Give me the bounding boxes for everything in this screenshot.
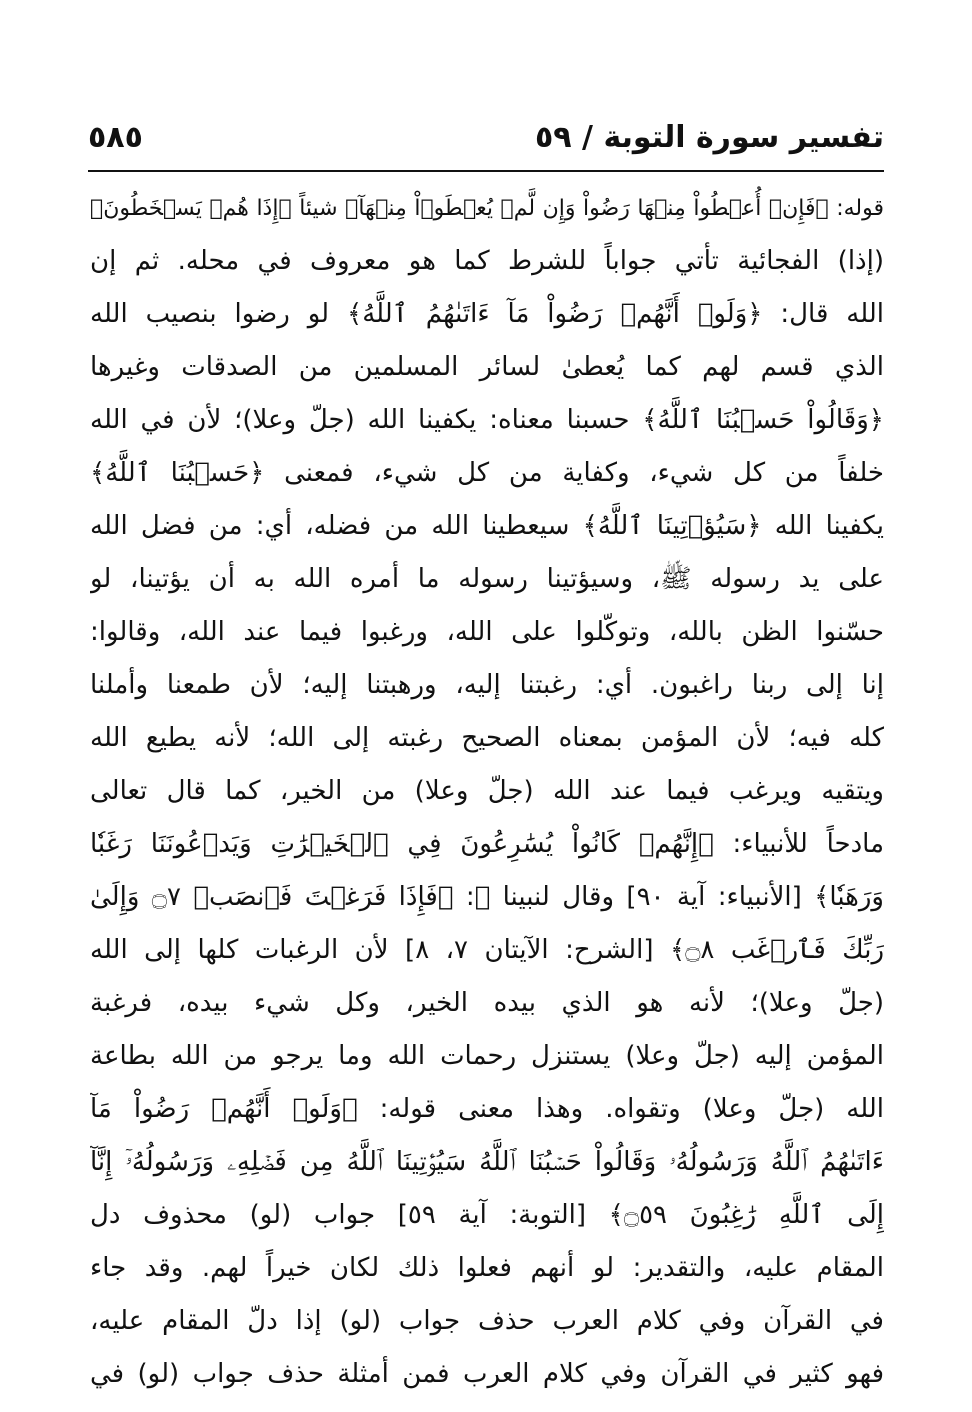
text-line: الله قال: ﴿وَلَوۡ أَنَّهُمۡ رَضُواْ مَآ ءَاتَىٰهُمُ ٱللَّهُ﴾ لو رضوا بنصيب الله bbox=[90, 299, 884, 329]
text-line: المؤمن إليه (جلّ وعلا) يستنزل رحمات الله وما يرجو من الله بطاعة bbox=[90, 1041, 884, 1071]
header-rule bbox=[88, 170, 884, 172]
running-title: تفسير سورة التوبة / ٥٩ bbox=[534, 120, 884, 155]
page-number: ٥٨٥ bbox=[88, 120, 143, 155]
page-header bbox=[88, 108, 884, 168]
text-line: فهو كثير في القرآن وفي كلام العرب فمن أمثلة حذف جواب (لو) في bbox=[90, 1359, 884, 1389]
text-line: المقام عليه، والتقدير: لو أنهم فعلوا ذلك لكان خيراً لهم. وقد جاء bbox=[90, 1253, 884, 1283]
text-line: ﴿وَقَالُواْ حَسۡبُنَا ٱللَّهُ﴾ حسبنا معناه: يكفينا الله (جلّ وعلا)؛ لأن في الله bbox=[90, 405, 884, 435]
text-line: مادحاً للأنبياء: ﴿إِنَّهُمۡ كَانُواْ يُسَٰرِعُونَ فِي ٱلۡخَيۡرَٰتِ وَيَدۡعُونَنَا رَغَبٗا bbox=[90, 829, 884, 859]
text-line: إنا إلى ربنا راغبون. أي: رغبتنا إليه، ورهبتنا إليه؛ لأن طمعنا وأملنا bbox=[90, 670, 884, 700]
text-line: على يد رسوله ﷺ، وسيؤتينا رسوله ما أمره الله به أن يؤتينا، لو bbox=[90, 564, 884, 594]
text-line: ءَاتَىٰهُمُ ٱللَّهُ وَرَسُولُهُۥ وَقَالُواْ حَسۡبُنَا ٱللَّهُ سَيُؤۡتِينَا ٱللَّهُ مِن فَضۡلِهِۦ وَرَسُولُهُۥٓ إِنَّآ bbox=[90, 1147, 884, 1177]
text-line: وَرَهَبٗا﴾ [الأنبياء: آية ٩٠] وقال لنبينا ﷺ: ﴿فَإِذَا فَرَغۡتَ فَٱنصَبۡ ۝٧ وَإِلَىٰ bbox=[90, 882, 884, 912]
text-line: حسّنوا الظن بالله، وتوكّلوا على الله، ورغبوا فيما عند الله، وقالوا: bbox=[90, 617, 884, 647]
text-line: الذي قسم لهم كما يُعطىٰ لسائر المسلمين من الصدقات وغيرها bbox=[90, 352, 884, 382]
text-line: خلفاً من كل شيء، وكفاية من كل شيء، فمعنى ﴿حَسۡبُنَا ٱللَّهُ﴾ bbox=[90, 458, 884, 488]
body-text bbox=[90, 182, 884, 1401]
text-line: رَبِّكَ فَٱرۡغَب ۝٨﴾ [الشرح: الآيتان ٧، ٨] لأن الرغبات كلها إلى الله bbox=[90, 935, 884, 965]
text-line: كله فيه؛ لأن المؤمن بمعناه الصحيح رغبته إلى الله؛ لأنه يطيع الله bbox=[90, 723, 884, 753]
text-line: إِلَى ٱللَّهِ رَٰغِبُونَ ۝٥٩﴾ [التوبة: آية ٥٩] جواب (لو) محذوف دل bbox=[90, 1200, 884, 1230]
text-line: قوله: ﴿فَإِنۡ أُعۡطُواْ مِنۡهَا رَضُواْ وَإِن لَّمۡ يُعۡطَوۡاْ مِنۡهَآ﴾ شيئاً ﴿إِذَا هُمۡ يَسۡخَطُونَ﴾ bbox=[90, 196, 884, 221]
text-line: ويتقيه ويرغب فيما عند الله (جلّ وعلا) من الخير، كما قال تعالى bbox=[90, 776, 884, 806]
text-line: في القرآن وفي كلام العرب حذف جواب (لو) إذا دلّ المقام عليه، bbox=[90, 1306, 884, 1336]
text-line: يكفينا الله ﴿سَيُؤۡتِينَا ٱللَّهُ﴾ سيعطينا الله من فضله، أي: من فضل الله bbox=[90, 511, 884, 541]
text-line: الله (جلّ وعلا) وتقواه. وهذا معنى قوله: ﴿وَلَوۡ أَنَّهُمۡ رَضُواْ مَآ bbox=[90, 1094, 884, 1124]
text-line: (جلّ وعلا)؛ لأنه هو الذي بيده الخير، وكل شيء بيده، فرغبة bbox=[90, 988, 884, 1018]
text-line: (إذا) الفجائية تأتي جواباً للشرط كما هو معروف في محله. ثم إن bbox=[90, 246, 884, 276]
